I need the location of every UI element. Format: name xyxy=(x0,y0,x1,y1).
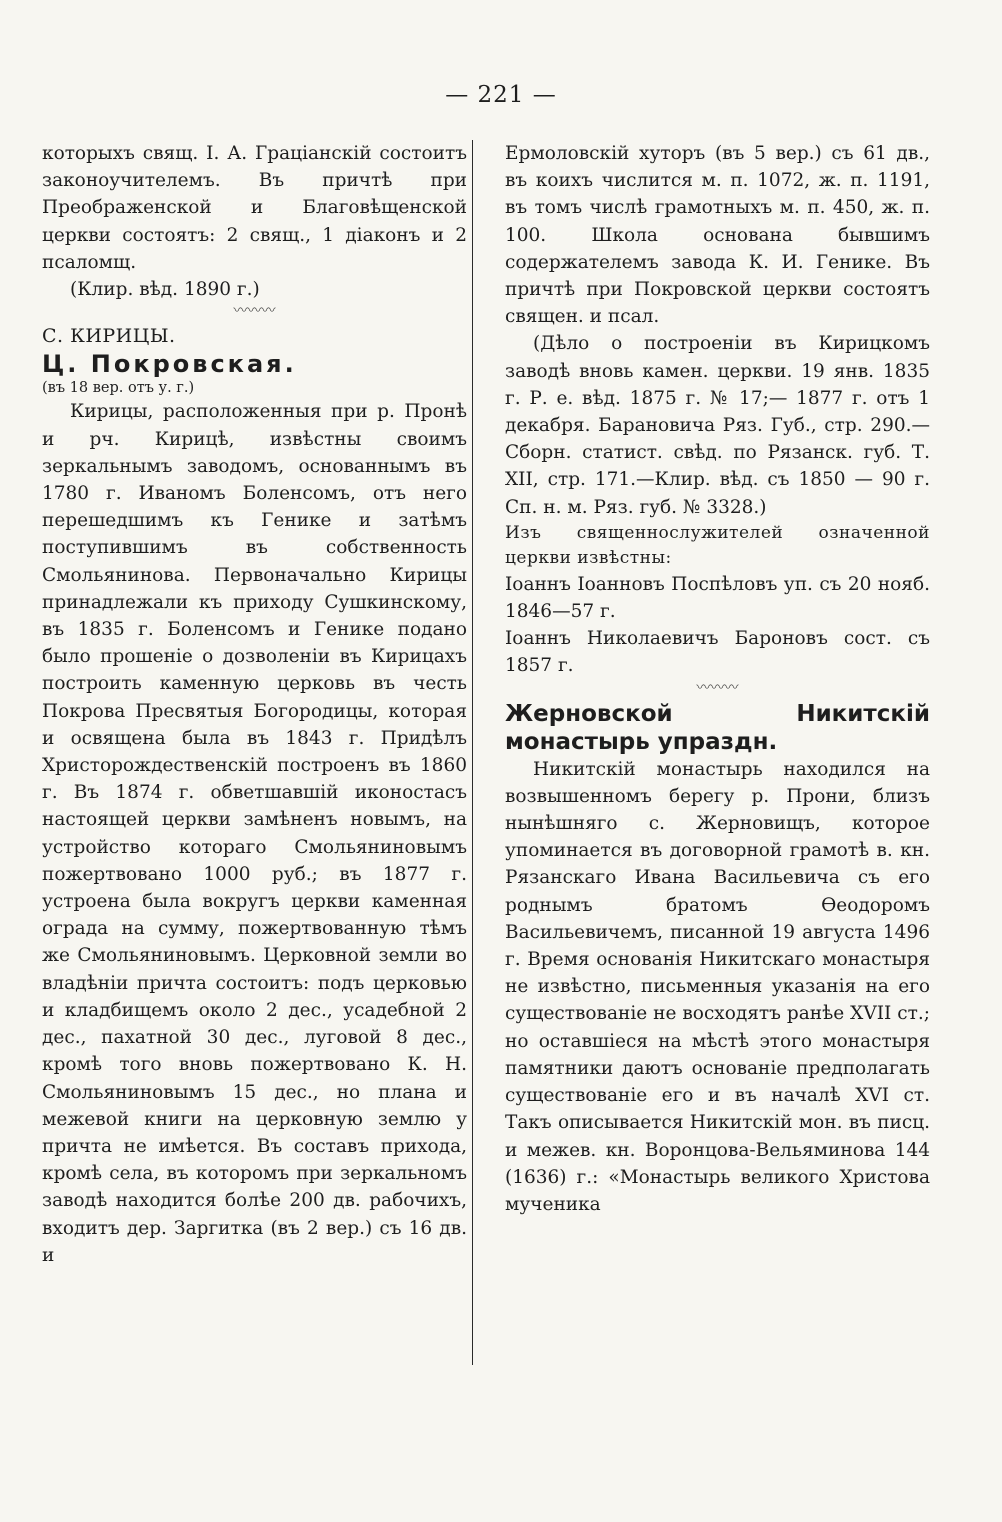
column-divider xyxy=(472,140,473,1365)
church-distance: (въ 18 вер. отъ у. г.) xyxy=(42,380,195,397)
paragraph-parish-households: Ермоловскій хуторъ (въ 5 вер.) съ 61 дв., въ коихъ числится м. п. 1072, ж. п. 1191, въ томъ числѣ грамотныхъ м. п. 450, ж. п. 100. Школа основана бывшимъ содержателемъ завода К. И. Генике. Въ причтѣ при Покровской церкви состоятъ священ. и псал. xyxy=(505,143,930,328)
clergy-list xyxy=(505,571,930,680)
church-heading: Ц. Покровская. xyxy=(42,350,297,379)
paragraph-monastery-history: Никитскій монастырь находился на возвышенномъ берегу р. Прони, близъ нынѣшняго с. Жерновищъ, которое упоминается въ договорной грамотѣ в. кн. Рязанскаго Ивана Васильевича съ его роднымъ братомъ Ѳеодоромъ Васильевичемъ, писанной 19 августа 1496 г. Время основанія Никитскаго монастыря не извѣстно, письменныя указанія на его существованіе не восходятъ ранѣе XVII ст.; но оставшіеся на мѣстѣ этого монастыря памятники даютъ основаніе предполагать существованіе его и въ началѣ XVI ст. Такъ описывается Никитскій мон. въ писц. и межев. кн. Воронцова-Вельяминова 144 (1636) г.: «Монастырь великого Христова мученика xyxy=(505,758,930,1215)
reference-clergy-register: (Клир. вѣд. 1890 г.) xyxy=(70,279,260,301)
paragraph-sources: (Дѣло о построеніи въ Кирицкомъ заводѣ вновь камен. церкви. 19 янв. 1835 г. Р. е. вѣд. 1875 г. № 17;— 1877 г. отъ 1 декабря. Барановича Ряз. Губ., стр. 290.—Сборн. статист. свѣд. по Рязанск. губ. Т. XII, стр. 171.—Клир. вѣд. съ 1850 — 90 г. Сп. н. м. Ряз. губ. № 3328.) xyxy=(505,333,930,518)
ornament-divider: 〰〰〰 xyxy=(233,303,276,320)
clergy-entry: Іоаннъ Іоанновъ Поспѣловъ уп. съ 20 нояб. 1846—57 г. xyxy=(505,573,930,623)
monastery-heading: Жерновской Никитскій монастырь упраздн. xyxy=(505,700,930,755)
clergy-entry: Іоаннъ Николаевичъ Бароновъ сост. съ 1857 г. xyxy=(505,628,930,677)
left-column xyxy=(42,140,467,1269)
right-column xyxy=(505,140,930,1218)
clergy-list-heading: Изъ священнослужителей означенной церкви извѣстны: xyxy=(505,522,930,568)
village-heading: С. КИРИЦЫ. xyxy=(42,325,176,348)
paragraph-kiritsy-history: Кирицы, расположенныя при р. Пронѣ и рч. Кирицѣ, извѣстны своимъ зеркальнымъ заводомъ, основаннымъ въ 1780 г. Иваномъ Боленсомъ, отъ него перешедшимъ къ Генике и затѣмъ поступившимъ въ собственность Смольянинова. Первоначально Кирицы принадлежали къ приходу Сушкинскому, въ 1835 г. Боленсомъ и Генике подано было прошеніе о дозволеніи въ Кирицахъ построить каменную церковь въ честь Покрова Пресвятыя Богородицы, которая и освящена была въ 1843 г. Придѣлъ Христорождественскій построенъ въ 1860 г. Въ 1874 г. обветшавшій иконостасъ настоящей церкви замѣненъ новымъ, на устройство котораго Смольяниновымъ пожертвовано 1000 руб.; въ 1877 г. устроена была вокругъ церкви каменная ограда на сумму, пожертвованную тѣмъ же Смольяниновымъ. Церковной земли во владѣніи причта состоитъ: подъ церковью и кладбищемъ около 2 дес., усадебной 2 дес., пахатной 30 дес., луговой 8 дес., кромѣ того вновь пожертвовано К. Н. Смольяниновымъ 15 дес., но плана и межевой книги на церковную землю у причта не имѣется. Въ составъ прихода, кромѣ села, въ которомъ при зеркальномъ заводѣ находится болѣе 200 дв. рабочихъ, входитъ дер. Заргитка (въ 2 вер.) съ 16 дв. и xyxy=(42,401,467,1266)
page-number: — 221 — xyxy=(445,82,557,108)
paragraph-clergy-staff: которыхъ свящ. І. А. Граціанскій состоитъ законоучителемъ. Въ причтѣ при Преображенской и Благовѣщенской церкви состоятъ: 2 свящ., 1 діаконъ и 2 псаломщ. xyxy=(42,143,467,273)
ornament-divider: 〰〰〰 xyxy=(696,679,739,696)
